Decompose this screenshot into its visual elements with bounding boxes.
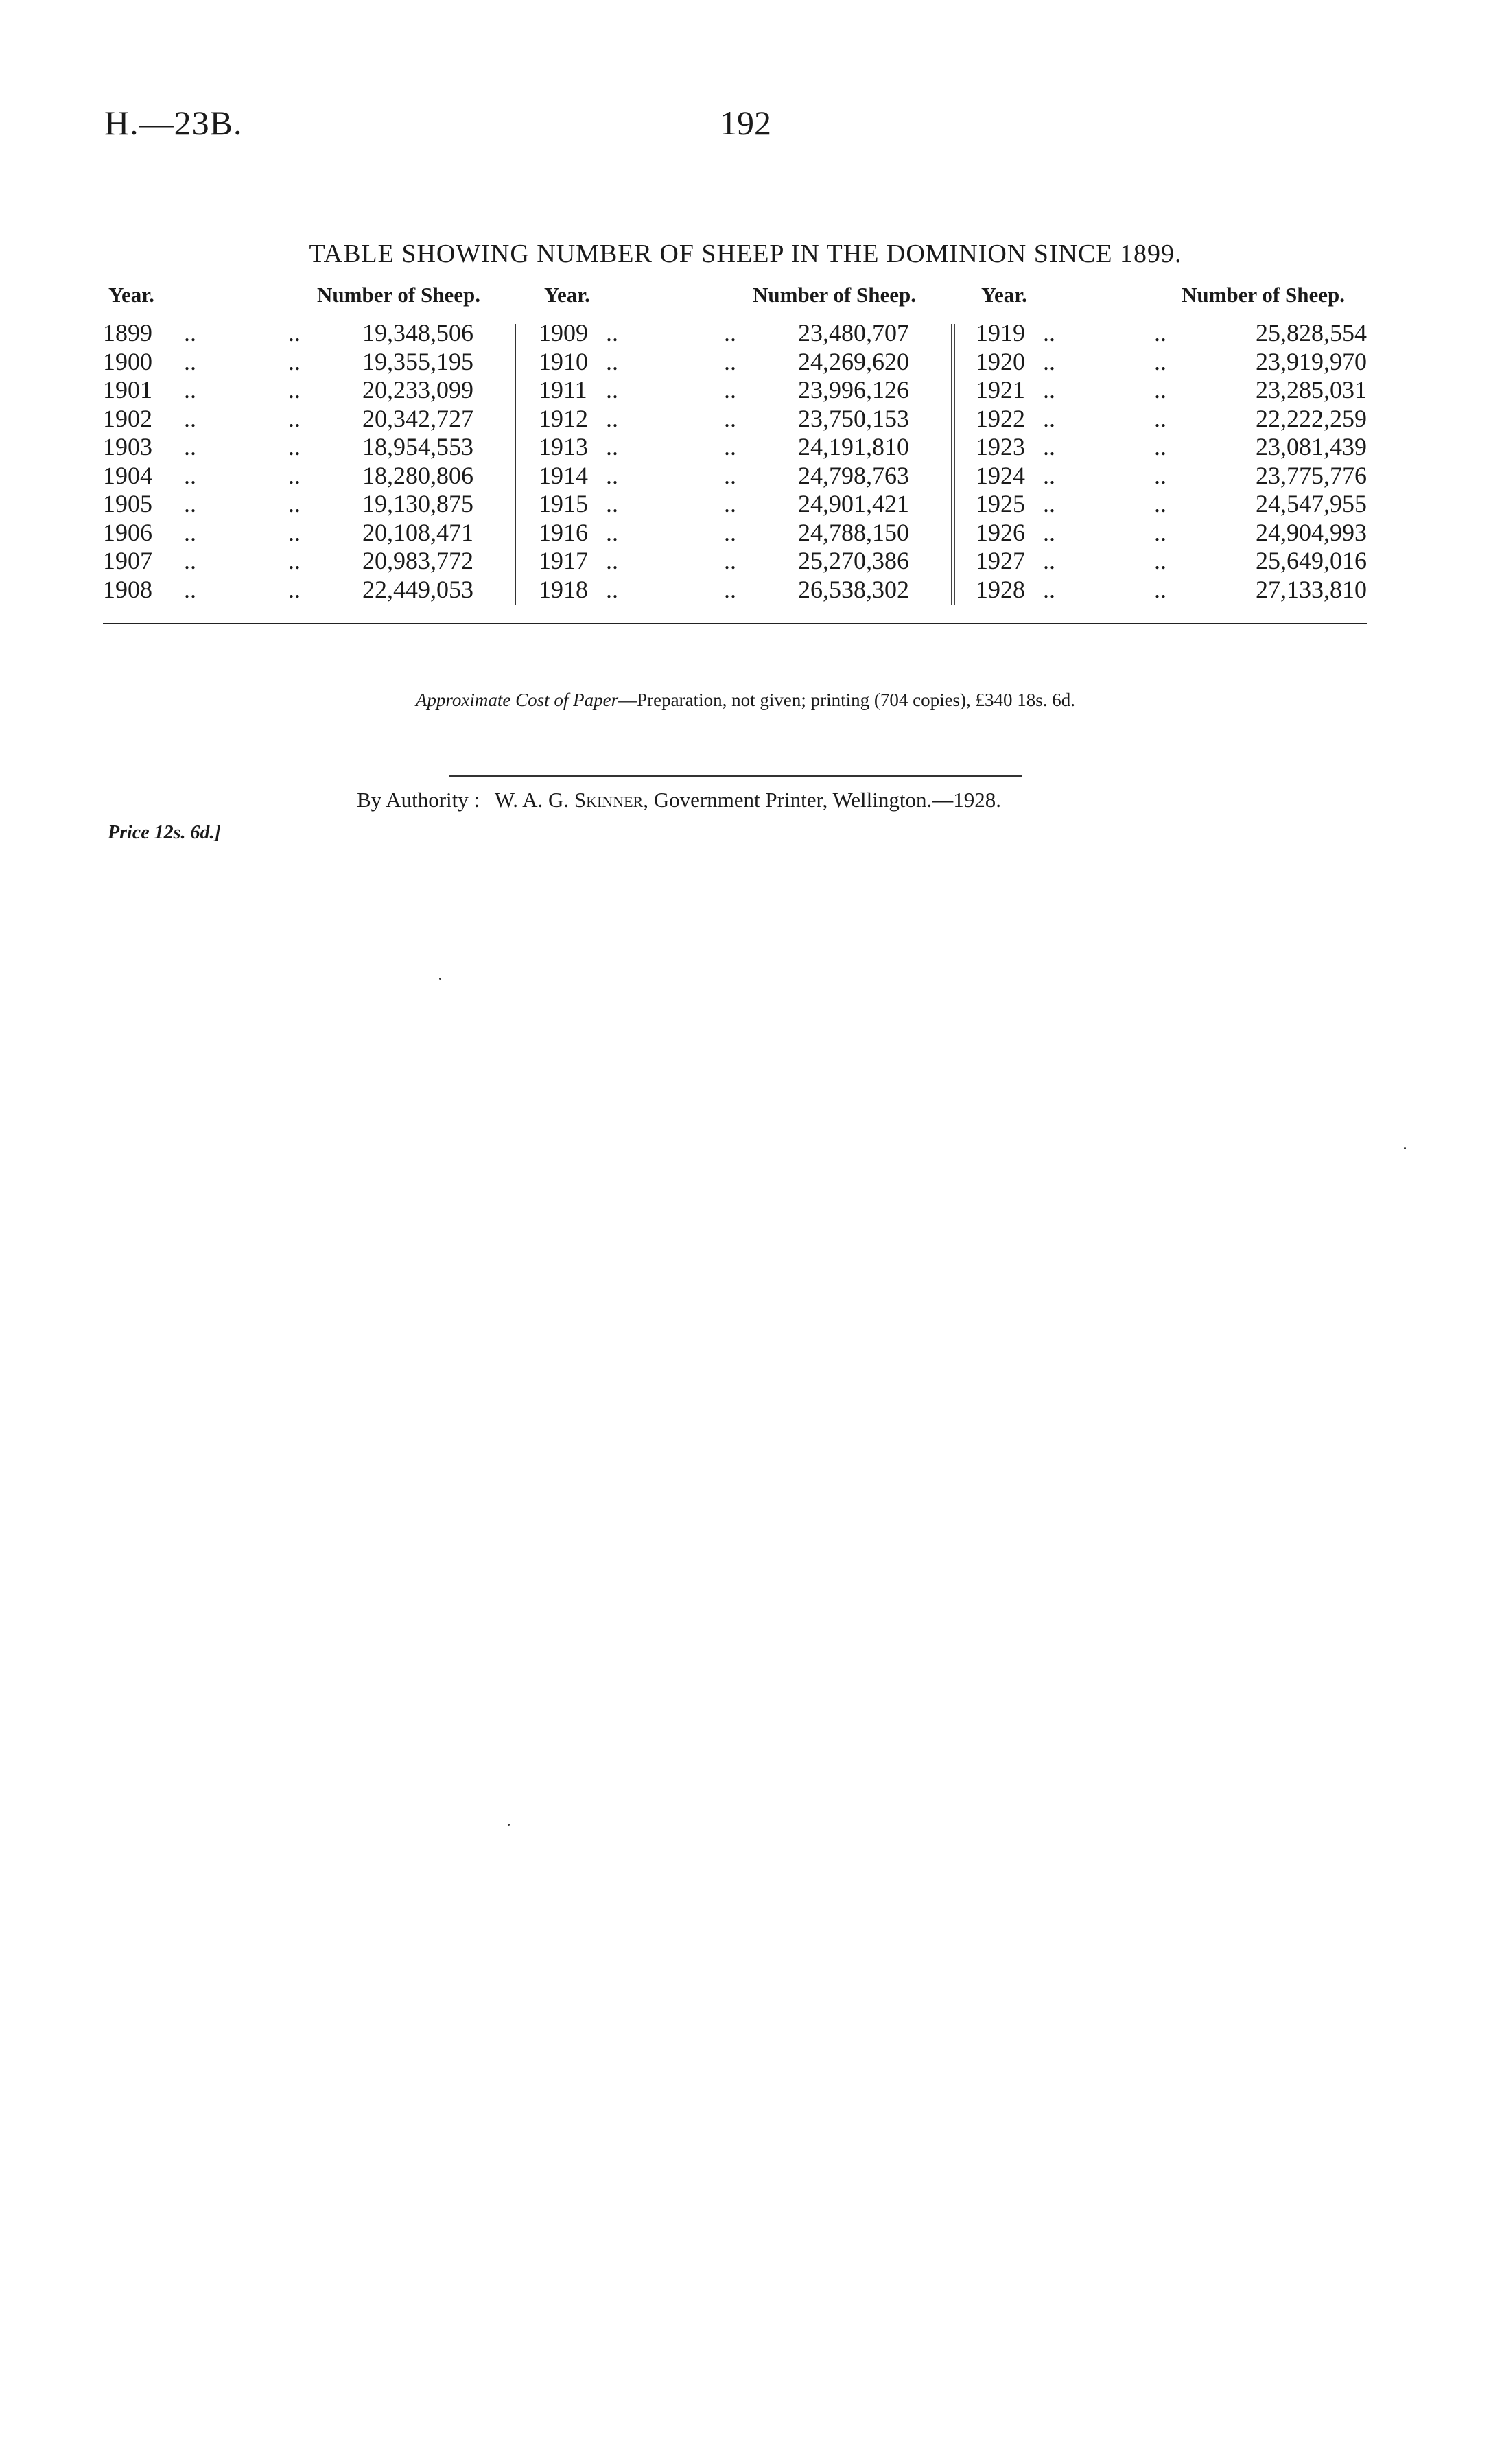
- year-cell: 1901: [103, 376, 152, 403]
- table-row: [539, 489, 909, 517]
- sheep-count-cell: 20,233,099: [362, 376, 473, 403]
- leader-dots: ..: [1043, 518, 1055, 546]
- sheep-count-cell: 20,108,471: [362, 518, 473, 546]
- year-cell: 1902: [103, 404, 152, 432]
- sheep-count-cell: 19,348,506: [362, 319, 473, 347]
- table-row: [539, 461, 909, 489]
- sheep-count-cell: 22,222,259: [1256, 404, 1367, 432]
- year-header: Year.: [544, 283, 590, 307]
- year-cell: 1920: [976, 347, 1025, 375]
- table-row: [976, 318, 1367, 346]
- leader-dots: ..: [606, 490, 618, 517]
- page-reference: H.—23B.: [104, 104, 243, 142]
- sheep-count-cell: 24,798,763: [798, 461, 909, 489]
- table-row: [976, 375, 1367, 403]
- authority-line: [357, 788, 1001, 812]
- column-divider: [515, 324, 516, 605]
- leader-dots: ..: [606, 575, 618, 603]
- leader-dots: ..: [288, 404, 301, 432]
- table-row: [976, 575, 1367, 602]
- table-row: [539, 404, 909, 432]
- leader-dots: ..: [1154, 490, 1166, 517]
- leader-dots: ..: [1154, 376, 1166, 403]
- leader-dots: ..: [724, 433, 736, 460]
- sheep-count-cell: 24,191,810: [798, 433, 909, 460]
- table-block-3: [976, 283, 1367, 612]
- year-cell: 1925: [976, 490, 1025, 517]
- year-cell: 1915: [539, 490, 588, 517]
- table-bottom-rule: [103, 623, 1367, 624]
- leader-dots: ..: [288, 319, 301, 347]
- leader-dots: ..: [724, 404, 736, 432]
- leader-dots: ..: [184, 490, 196, 517]
- year-cell: 1910: [539, 347, 588, 375]
- year-cell: 1907: [103, 547, 152, 574]
- year-cell: 1905: [103, 490, 152, 517]
- sheep-count-cell: 25,828,554: [1256, 319, 1367, 347]
- leader-dots: ..: [724, 518, 736, 546]
- sheep-count-cell: 24,904,993: [1256, 518, 1367, 546]
- year-cell: 1900: [103, 347, 152, 375]
- leader-dots: ..: [184, 575, 196, 603]
- authority-suffix: , Government Printer, Wellington.—1928.: [643, 788, 1001, 812]
- leader-dots: ..: [724, 575, 736, 603]
- sheep-count-cell: 24,788,150: [798, 518, 909, 546]
- year-cell: 1913: [539, 433, 588, 460]
- leader-dots: ..: [1043, 575, 1055, 603]
- table-row: [976, 461, 1367, 489]
- leader-dots: ..: [606, 347, 618, 375]
- table-row: [539, 432, 909, 460]
- year-cell: 1924: [976, 461, 1025, 489]
- print-speck: [1404, 1147, 1406, 1149]
- table-block-1: [103, 283, 515, 612]
- year-cell: 1917: [539, 547, 588, 574]
- table-row: [103, 375, 473, 403]
- leader-dots: ..: [1154, 461, 1166, 489]
- leader-dots: ..: [184, 461, 196, 489]
- leader-dots: ..: [724, 347, 736, 375]
- leader-dots: ..: [606, 404, 618, 432]
- leader-dots: ..: [724, 319, 736, 347]
- table-row: [976, 489, 1367, 517]
- leader-dots: ..: [288, 518, 301, 546]
- cost-label: Approximate Cost of Paper: [415, 690, 619, 710]
- number-header: Number of Sheep.: [317, 283, 480, 307]
- number-header: Number of Sheep.: [1182, 283, 1345, 307]
- leader-dots: ..: [184, 404, 196, 432]
- sheep-count-cell: 20,342,727: [362, 404, 473, 432]
- year-cell: 1909: [539, 319, 588, 347]
- table-title: TABLE SHOWING NUMBER OF SHEEP IN THE DOMINION SINCE 1899.: [309, 239, 1182, 268]
- year-cell: 1916: [539, 518, 588, 546]
- table-row: [103, 461, 473, 489]
- leader-dots: ..: [1154, 575, 1166, 603]
- year-cell: 1928: [976, 575, 1025, 603]
- sheep-count-cell: 23,750,153: [798, 404, 909, 432]
- table-row: [976, 347, 1367, 375]
- leader-dots: ..: [288, 547, 301, 574]
- leader-dots: ..: [724, 490, 736, 517]
- table-row: [103, 489, 473, 517]
- leader-dots: ..: [724, 376, 736, 403]
- authority-rule: [449, 775, 1022, 777]
- year-cell: 1927: [976, 547, 1025, 574]
- sheep-count-cell: 23,480,707: [798, 319, 909, 347]
- sheep-count-cell: 25,270,386: [798, 547, 909, 574]
- authority-prefix: By Authority :: [357, 788, 480, 812]
- print-speck: [508, 1824, 510, 1826]
- table-row: [976, 404, 1367, 432]
- leader-dots: ..: [184, 547, 196, 574]
- year-cell: 1918: [539, 575, 588, 603]
- sheep-count-cell: 19,355,195: [362, 347, 473, 375]
- year-cell: 1914: [539, 461, 588, 489]
- leader-dots: ..: [1043, 490, 1055, 517]
- leader-dots: ..: [606, 376, 618, 403]
- print-speck: [439, 978, 441, 980]
- year-cell: 1921: [976, 376, 1025, 403]
- authority-initials: W. A. G.: [494, 788, 570, 812]
- leader-dots: ..: [288, 461, 301, 489]
- table-row: [103, 347, 473, 375]
- price: Price 12s. 6d.]: [108, 822, 221, 843]
- leader-dots: ..: [1154, 518, 1166, 546]
- sheep-count-cell: 23,919,970: [1256, 347, 1367, 375]
- sheep-count-cell: 27,133,810: [1256, 575, 1367, 603]
- leader-dots: ..: [1154, 404, 1166, 432]
- table-row: [103, 432, 473, 460]
- sheep-count-cell: 24,901,421: [798, 490, 909, 517]
- sheep-count-cell: 22,449,053: [362, 575, 473, 603]
- leader-dots: ..: [1043, 433, 1055, 460]
- sheep-count-cell: 25,649,016: [1256, 547, 1367, 574]
- year-cell: 1911: [539, 376, 587, 403]
- leader-dots: ..: [288, 490, 301, 517]
- leader-dots: ..: [1043, 376, 1055, 403]
- leader-dots: ..: [288, 433, 301, 460]
- year-cell: 1922: [976, 404, 1025, 432]
- leader-dots: ..: [1043, 547, 1055, 574]
- table-row: [539, 575, 909, 602]
- leader-dots: ..: [606, 319, 618, 347]
- leader-dots: ..: [606, 433, 618, 460]
- leader-dots: ..: [1043, 461, 1055, 489]
- year-cell: 1908: [103, 575, 152, 603]
- table-row: [103, 318, 473, 346]
- leader-dots: ..: [184, 518, 196, 546]
- leader-dots: ..: [184, 347, 196, 375]
- table-row: [539, 318, 909, 346]
- leader-dots: ..: [184, 433, 196, 460]
- leader-dots: ..: [724, 461, 736, 489]
- year-cell: 1923: [976, 433, 1025, 460]
- page-number: 192: [720, 104, 771, 142]
- authority-name: Skinner: [574, 788, 644, 812]
- year-cell: 1903: [103, 433, 152, 460]
- leader-dots: ..: [288, 575, 301, 603]
- table-row: [976, 546, 1367, 574]
- sheep-count-cell: 26,538,302: [798, 575, 909, 603]
- leader-dots: ..: [1154, 347, 1166, 375]
- year-cell: 1912: [539, 404, 588, 432]
- year-cell: 1904: [103, 461, 152, 489]
- year-cell: 1919: [976, 319, 1025, 347]
- cost-of-paper: [0, 690, 1491, 711]
- leader-dots: ..: [1154, 319, 1166, 347]
- number-header: Number of Sheep.: [753, 283, 916, 307]
- leader-dots: ..: [1043, 319, 1055, 347]
- sheep-count-cell: 20,983,772: [362, 547, 473, 574]
- sheep-count-cell: 23,081,439: [1256, 433, 1367, 460]
- leader-dots: ..: [1154, 433, 1166, 460]
- table-row: [539, 347, 909, 375]
- sheep-count-cell: 23,285,031: [1256, 376, 1367, 403]
- sheep-count-cell: 18,954,553: [362, 433, 473, 460]
- sheep-count-cell: 23,775,776: [1256, 461, 1367, 489]
- sheep-count-cell: 23,996,126: [798, 376, 909, 403]
- leader-dots: ..: [1154, 547, 1166, 574]
- year-cell: 1926: [976, 518, 1025, 546]
- table-row: [103, 518, 473, 545]
- leader-dots: ..: [606, 518, 618, 546]
- leader-dots: ..: [288, 376, 301, 403]
- table-row: [539, 375, 909, 403]
- leader-dots: ..: [606, 461, 618, 489]
- leader-dots: ..: [184, 319, 196, 347]
- sheep-count-cell: 24,547,955: [1256, 490, 1367, 517]
- leader-dots: ..: [184, 376, 196, 403]
- column-divider: [951, 324, 955, 605]
- year-header: Year.: [981, 283, 1027, 307]
- table-row: [539, 518, 909, 545]
- leader-dots: ..: [1043, 347, 1055, 375]
- sheep-count-cell: 19,130,875: [362, 490, 473, 517]
- table-row: [103, 546, 473, 574]
- year-header: Year.: [108, 283, 154, 307]
- sheep-count-cell: 24,269,620: [798, 347, 909, 375]
- cost-text: —Preparation, not given; printing (704 copies), £340 18s. 6d.: [618, 690, 1076, 710]
- table-row: [103, 404, 473, 432]
- leader-dots: ..: [606, 547, 618, 574]
- year-cell: 1906: [103, 518, 152, 546]
- year-cell: 1899: [103, 319, 152, 347]
- leader-dots: ..: [1043, 404, 1055, 432]
- table-row: [976, 518, 1367, 545]
- sheep-table: [103, 283, 1367, 619]
- table-row: [539, 546, 909, 574]
- table-row: [976, 432, 1367, 460]
- sheep-count-cell: 18,280,806: [362, 461, 473, 489]
- table-row: [103, 575, 473, 602]
- leader-dots: ..: [288, 347, 301, 375]
- table-block-2: [539, 283, 950, 612]
- leader-dots: ..: [724, 547, 736, 574]
